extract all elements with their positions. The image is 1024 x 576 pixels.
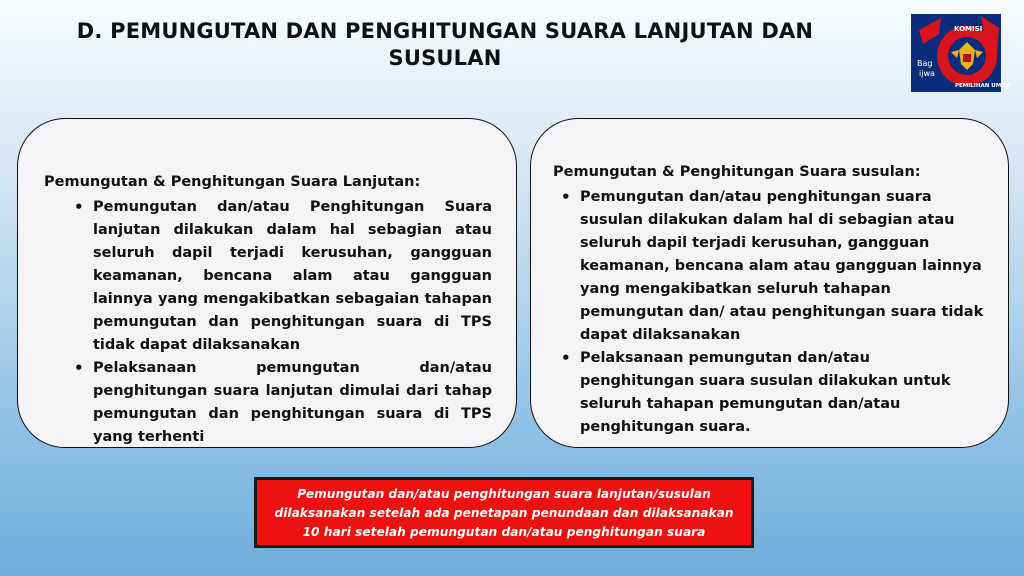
susulan-panel bbox=[530, 118, 1009, 448]
logo-text-bottom: PEMILIHAN UMUM bbox=[955, 83, 1012, 89]
kpu-emblem-icon bbox=[911, 14, 1012, 92]
logo-side-text-2: ijwa bbox=[919, 69, 935, 78]
susulan-bullet-1: • Pemungutan dan/atau penghitungan suara susulan dilakukan dalam hal di sebagian atau seluruh dapil terjadi kerusuhan, gangguan keamanan, bencana alam atau gangguan lainnya yang mengakibatkan seluruh tahapan pemungutan dan/ atau penghitungan suara tidak dapat dilaksanakan bbox=[557, 186, 986, 347]
timing-note-box: Pemungutan dan/atau penghitungan suara lanjutan/susulan dilaksanakan setelah ada penetapan penundaan dan dilaksanakan 10 hari setelah pemungutan dan/atau penghitungan suara bbox=[254, 477, 754, 548]
lanjutan-heading: Pemungutan & Penghitungan Suara Lanjutan: bbox=[44, 174, 421, 190]
logo-text-top: KOMISI bbox=[954, 25, 983, 33]
susulan-bullet-2: • Pelaksanaan pemungutan dan/atau penghitungan suara susulan dilakukan untuk seluruh tahapan pemungutan dan/atau penghitungan suara. bbox=[557, 347, 986, 439]
lanjutan-panel bbox=[17, 118, 517, 448]
kpu-logo bbox=[911, 14, 1012, 92]
slide-title: D. PEMUNGUTAN DAN PENGHITUNGAN SUARA LANJUTAN DAN SUSULAN bbox=[76, 19, 814, 70]
lanjutan-bullet-1: • Pemungutan dan/atau Penghitungan Suara lanjutan dilakukan dalam hal sebagian atau seluruh dapil terjadi kerusuhan, gangguan keamanan, bencana alam atau gangguan lainnya yang mengakibatkan sebagaian tahapan pemungutan dan penghitungan suara di TPS tidak dapat dilaksanakan bbox=[70, 196, 492, 357]
lanjutan-bullet-list bbox=[70, 196, 492, 449]
susulan-heading: Pemungutan & Penghitungan Suara susulan: bbox=[553, 164, 921, 180]
logo-side-text: Bag bbox=[917, 59, 933, 68]
susulan-bullet-list bbox=[557, 186, 986, 439]
lanjutan-bullet-2: • Pelaksanaan pemungutan dan/atau penghitungan suara lanjutan dimulai dari tahap pemungutan dan penghitungan suara di TPS yang terhenti bbox=[70, 357, 492, 449]
